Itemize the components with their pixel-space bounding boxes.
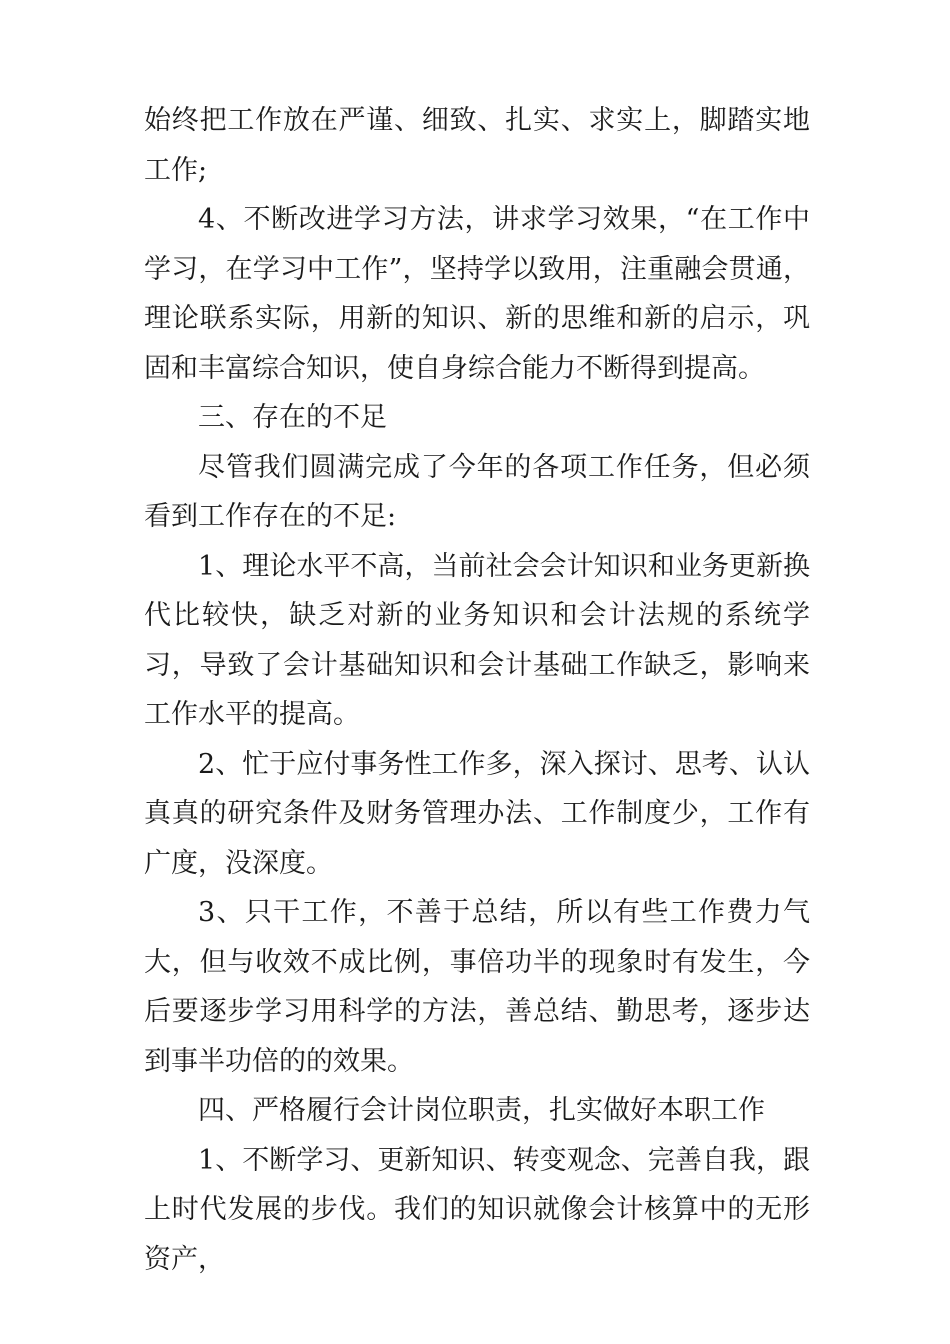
paragraph-shortcomings-intro: 尽管我们圆满完成了今年的各项工作任务，但必须看到工作存在的不足: (144, 451, 810, 532)
section-heading-duties: 四、严格履行会计岗位职责，扎实做好本职工作 (198, 1095, 765, 1126)
paragraph-continuation: 始终把工作放在严谨、细致、扎实、求实上，脚踏实地工作; (144, 105, 810, 186)
section-heading-shortcomings: 三、存在的不足 (198, 402, 387, 433)
paragraph-duty-1: 1、不断学习、更新知识、转变观念、完善自我，跟上时代发展的步伐。我们的知识就像会计核算中的无形资产， (144, 1144, 810, 1275)
paragraph-shortcoming-3: 3、只干工作，不善于总结，所以有些工作费力气大，但与收效不成比例，事倍功半的现象时有发生，今后要逐步学习用科学的方法，善总结、勤思考，逐步达到事半功倍的的效果。 (144, 897, 810, 1077)
document-body (144, 96, 810, 1284)
paragraph-shortcoming-1: 1、理论水平不高，当前社会会计知识和业务更新换代比较快，缺乏对新的业务知识和会计法规的系统学习，导致了会计基础知识和会计基础工作缺乏，影响来工作水平的提高。 (144, 550, 810, 730)
paragraph-item-4: 4、不断改进学习方法，讲求学习效果，“在工作中学习，在学习中工作”，坚持学以致用，注重融会贯通，理论联系实际，用新的知识、新的思维和新的启示，巩固和丰富综合知识，使自身综合能力不断得到提高。 (144, 204, 810, 384)
paragraph-shortcoming-2: 2、忙于应付事务性工作多，深入探讨、思考、认认真真的研究条件及财务管理办法、工作制度少，工作有广度，没深度。 (144, 748, 810, 879)
